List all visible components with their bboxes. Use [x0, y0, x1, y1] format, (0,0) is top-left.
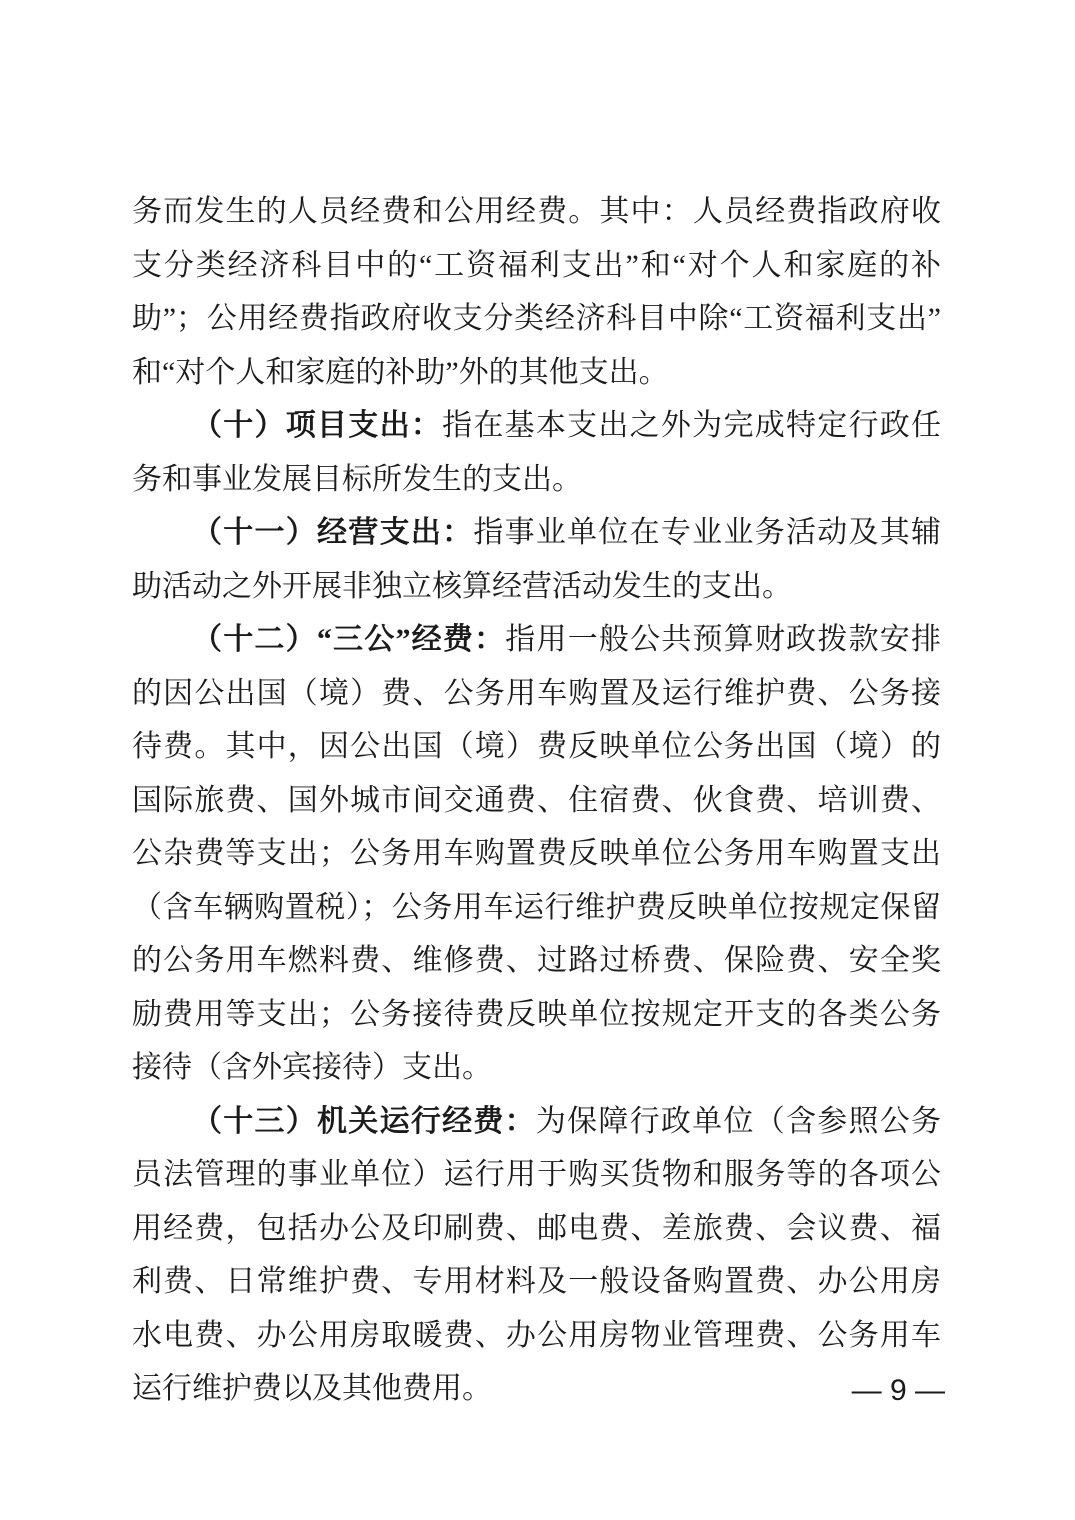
paragraph — [132, 399, 941, 506]
paragraph — [132, 1095, 941, 1416]
clause-text: 为保障行政单位（含参照公务员法管理的事业单位）运行用于购买货物和服务等的各项公用经费，包括办公及印刷费、邮电费、差旅费、会议费、福利费、日常维护费、专用材料及一般设备购置费、办公用房水电费、办公用房取暖费、办公用房物业管理费、公务用车运行维护费以及其他费用。 — [132, 1104, 942, 1405]
clause-text: 指用一般公共预算财政拨款安排的因公出国（境）费、公务用车购置及运行维护费、公务接待费。其中，因公出国（境）费反映单位公务出国（境）的国际旅费、国外城市间交通费、住宿费、伙食费、培训费、公杂费等支出；公务用车购置费反映单位公务用车购置支出（含车辆购置税）；公务用车运行维护费反映单位按规定保留的公务用车燃料费、维修费、过路过桥费、保险费、安全奖励费用等支出；公务接待费反映单位按规定开支的各类公务接待（含外宾接待）支出。 — [132, 623, 942, 1084]
paragraph — [132, 185, 941, 399]
clause-heading: （十二）“三公”经费： — [192, 623, 506, 656]
paragraph — [132, 506, 941, 613]
clause-heading: （十一）经营支出： — [192, 516, 474, 549]
document-body — [132, 185, 941, 1416]
paragraph — [132, 613, 941, 1095]
clause-heading: （十三）机关运行经费： — [192, 1104, 536, 1138]
clause-text: 务而发生的人员经费和公用经费。其中：人员经费指政府收支分类经济科目中的“工资福利支出”和“对个人和家庭的补助”；公用经费指政府收支分类经济科目中除“工资福利支出”和“对个人和家庭的补助”外的其他支出。 — [132, 195, 941, 389]
page-footer — [852, 1372, 945, 1410]
clause-text: 指在基本支出之外为完成特定行政任务和事业发展目标所发生的支出。 — [132, 409, 942, 496]
page-number: — 9 — — [851, 1374, 945, 1407]
clause-text: 指事业单位在专业业务活动及其辅助活动之外开展非独立核算经营活动发生的支出。 — [132, 516, 942, 603]
clause-heading: （十）项目支出： — [192, 409, 443, 442]
